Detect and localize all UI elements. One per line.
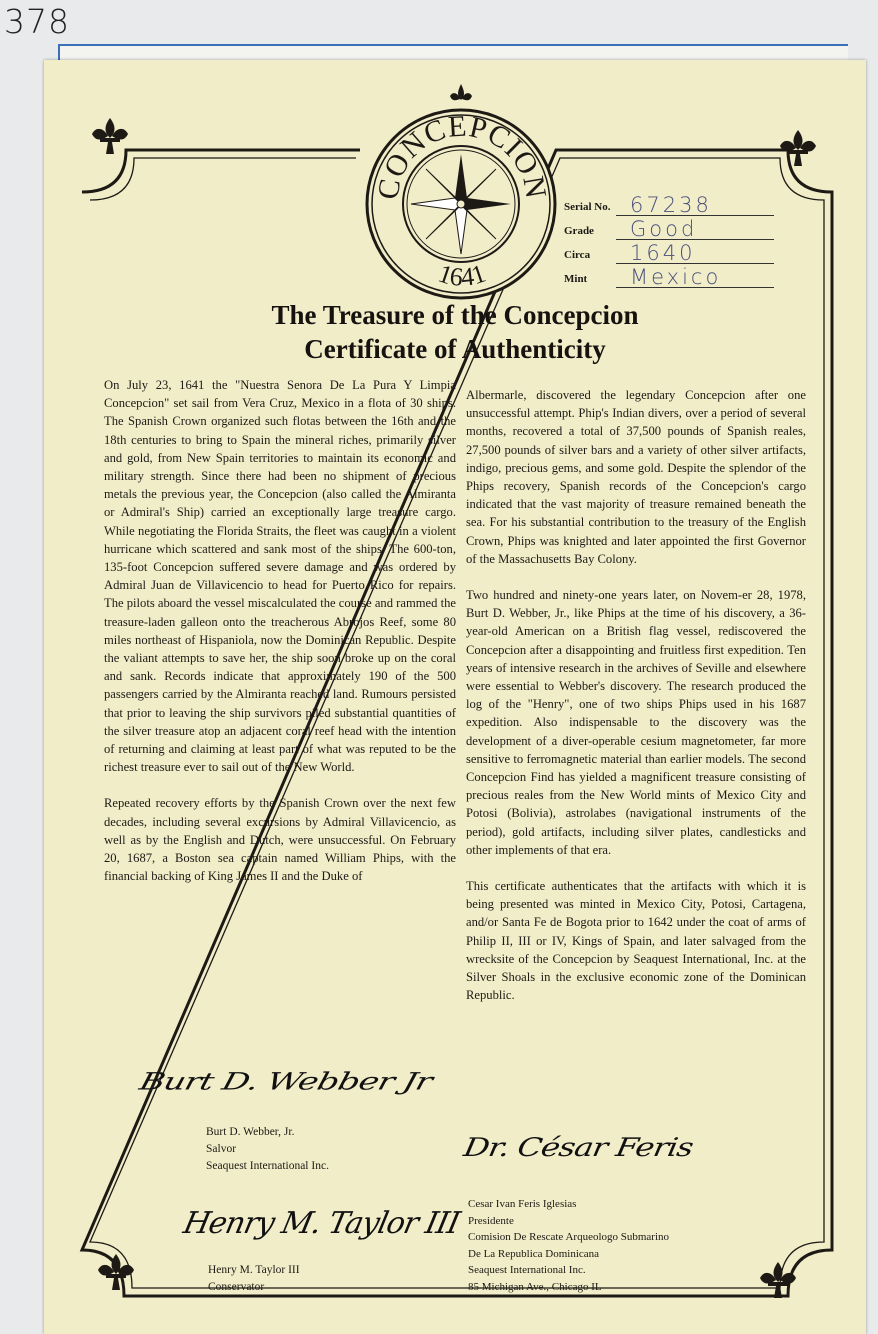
taylor-name: Henry M. Taylor III	[208, 1264, 300, 1276]
grade-row	[564, 216, 774, 240]
feris-org-1: Comision De Rescate Arqueologo Submarino	[468, 1231, 670, 1243]
fleur-de-lis-icon	[756, 1258, 800, 1302]
seal-year: 1641	[434, 258, 490, 292]
fleur-de-lis-icon	[776, 126, 820, 170]
feris-signatory	[468, 1196, 669, 1295]
coin-details-fields	[564, 192, 774, 288]
seal-name: CONCEPCION	[371, 109, 553, 202]
serial-number-value: 67238	[616, 194, 774, 216]
certificate-paper	[44, 60, 866, 1334]
mint-row	[564, 264, 774, 288]
webber-signatory	[206, 1124, 329, 1175]
fleur-de-lis-icon	[94, 1250, 138, 1294]
serial-number-label: Serial No.	[564, 201, 611, 213]
feris-role: Presidente	[468, 1214, 514, 1227]
serial-number-row	[564, 192, 774, 216]
concepcion-compass-seal	[360, 82, 562, 302]
feris-org-2: De La Republica Dominicana	[468, 1247, 600, 1260]
circa-row	[564, 240, 774, 264]
compass-rose-icon	[411, 154, 511, 254]
body-paragraph: On July 23, 1641 the "Nuestra Senora De La Pura Y Limpia Concepcion" set sail from Vera Cruz, Mexico in a flota of 30 ships. The Spanish Crown organized such flotas between the 16th and the 18th centuries to bring to Spain the mineral riches, primarily silver and gold, from New Spain territories to maintain its economic and military strength. Since there had been no shipment of precious metals the previous year, the Concepcion (also called the Almiranta or Admiral's Ship) carried an exceptionally large treasure cargo. While negotiating the Florida Straits, the fleet was caught in a violent hurricane which scattered and sank most of the ships. The 600-ton, 135-foot Concepcion suffered severe damage and was ordered by Admiral Juan de Villavicencio to head for Puerto Rico for repairs. The pilots aboard the vessel miscalculated the course and rammed the treasure-laden galleon onto the treacherous Abrojos Reef, some 80 miles northeast of Hispaniola, now the Dominican Republic. Despite the valiant attempts to save her, the ship soon broke up on the coral and sank. Records indicate that approximately 190 of the 500 passengers carried by the Almiranta reached land. Rumours persisted that prior to leaving the ship survivors piled substantial quantities of the silver treasure atop an adjacent coral reef head with the intention of returning and claiming at least part of what was reputed to be the richest treasure ever to sail out of the New World.	[104, 378, 456, 775]
taylor-signatory	[208, 1262, 300, 1296]
body-paragraph: Two hundred and ninety-one years later, on Novem-er 28, 1978, Burt D. Webber, Jr., like Phips at the time of his discovery, a 36-year-old American on a British flag vessel, rediscovered the Concepcion after a disappointing and fruitless first expedition. Ten years of intensive research in the archives of Seville and elsewhere were essential to Webber's discovery. The research produced the log of the "Henry", one of two ships Phips used in his 1687 expedition. Also indispensable to the discovery was the development of a diver-operable cesium magnetometer, far more sensitive to ferromagnetic material than earlier models. The second Concepcion Find has yielded a magnificent treasure consisting of precious reales from the New World mints of Mexico City and Potosi (Bolivia), astrolabes (navigational instruments of the period), gold artifacts, including silver plates, candlesticks and other implements of that era.	[466, 588, 806, 857]
webber-role: Salvor	[206, 1143, 237, 1155]
circa-value: 1640	[616, 242, 774, 264]
feris-org-3: Seaquest International Inc.	[468, 1264, 586, 1276]
certificate-title	[44, 298, 866, 366]
title-line-1: The Treasure of the Concepcion	[271, 300, 639, 330]
mint-value: Mexico	[616, 266, 774, 288]
body-paragraph: This certificate authenticates that the artifacts with which it is being presented was minted in Mexico City, Potosi, Cartagena, and/or Santa Fe de Bogota prior to 1642 under the coat of arms of Philip II, III or IV, Kings of Spain, and later salvaged from the wrecksite of the Concepcion by Seaquest International, Inc. at the Silver Shoals in the exclusive economic zone of the Dominican Republic.	[466, 879, 806, 1003]
webber-name: Burt D. Webber, Jr.	[206, 1126, 295, 1138]
grade-value: Good	[616, 218, 774, 240]
webber-signature: Burt D. Webber Jr	[136, 1068, 435, 1096]
body-left-column	[104, 376, 456, 903]
grade-label: Grade	[564, 225, 594, 237]
body-right-column	[466, 386, 806, 1023]
title-line-2: Certificate of Authenticity	[304, 334, 606, 364]
inventory-number: 378	[4, 2, 70, 41]
feris-name: Cesar Ivan Feris Iglesias	[468, 1198, 577, 1210]
mint-label: Mint	[564, 273, 588, 285]
webber-org: Seaquest International Inc.	[206, 1160, 329, 1172]
body-paragraph: Albermarle, discovered the legendary Concepcion after one unsuccessful attempt. Phip's Indian divers, over a period of several months, recovered a total of 37,500 pounds of Spanish reales, 27,500 pounds of silver bars and a variety of other silver artifacts, indigo, precious gems, and some gold. Despite the splendor of the Phips recovery, Spanish records of the Concepcion's cargo indicated that the vast majority of treasure remained beneath the sea. For his substantial contribution to the treasury of the English Crown, Phips was knighted and later appointed the first Governor of the Massachusetts Bay Colony.	[466, 388, 806, 566]
body-paragraph: Repeated recovery efforts by the Spanish Crown over the next few decades, including several excursions by Admiral Villavicencio, as well as by the English and Dutch, were unsuccessful. On February 20, 1687, a Boston sea captain named William Phips, with the financial backing of King James II and the Duke of	[104, 796, 456, 884]
taylor-signature: Henry M. Taylor III	[180, 1206, 463, 1241]
feris-address: 85 Michigan Ave., Chicago IL	[468, 1280, 602, 1293]
circa-label: Circa	[564, 249, 591, 261]
fleur-de-lis-icon	[88, 114, 132, 158]
taylor-role: Conservator	[208, 1281, 265, 1293]
feris-signature: Dr. César Feris	[461, 1131, 696, 1163]
